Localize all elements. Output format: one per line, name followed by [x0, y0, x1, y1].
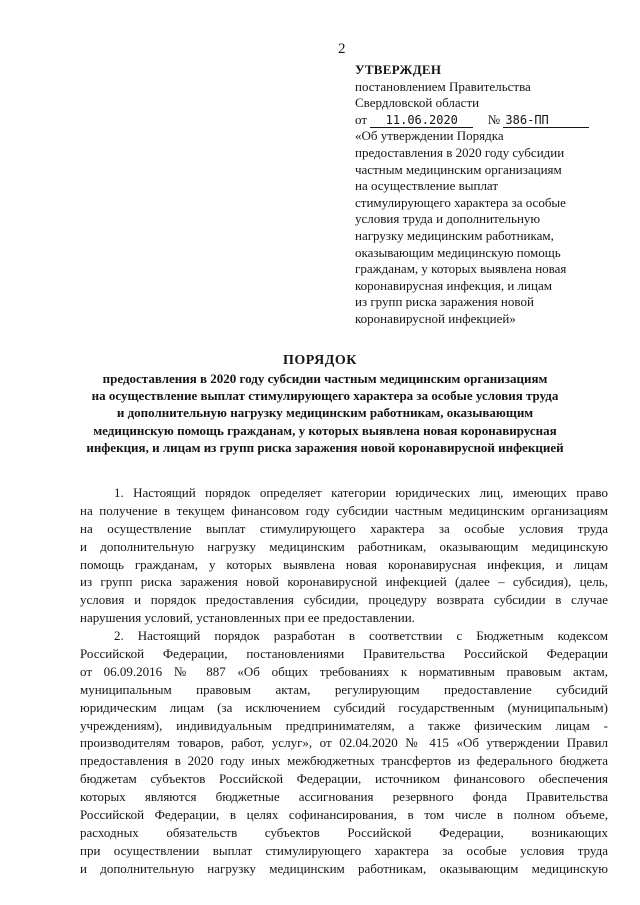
- paragraph-1-line: условия и порядок предоставления субсидии, процедуру возврата субсидии в случае: [80, 592, 608, 608]
- decree-title-line: предоставления в 2020 году субсидии: [355, 144, 565, 160]
- document-subtitle: [40, 370, 610, 456]
- approval-line-2: Свердловской области: [355, 95, 480, 111]
- paragraph-2-line: и дополнительную нагрузку медицинским работникам, оказывающим медицинскую: [80, 860, 608, 876]
- approval-number: 386-ПП: [503, 114, 589, 128]
- document-body: [80, 484, 608, 878]
- subtitle-line: и дополнительную нагрузку медицинским работникам, оказывающим: [116, 405, 534, 421]
- page-number: 2: [338, 41, 346, 57]
- decree-title-line: гражданам, у которых выявлена новая: [355, 261, 567, 277]
- subtitle-line: медицинскую помощь гражданам, у которых выявлена новая коронавирусная: [93, 422, 557, 438]
- decree-title-line: коронавирусной инфекцией»: [355, 310, 516, 326]
- subtitle-line: предоставления в 2020 году субсидии частным медицинским организациям: [102, 371, 548, 386]
- subtitle-line: на осуществление выплат стимулирующего характера за особые условия труда: [91, 388, 559, 404]
- paragraph-1-line: и дополнительную нагрузку медицинским работникам, оказывающим медицинскую: [80, 538, 608, 554]
- decree-title-line: из групп риска заражения новой: [355, 294, 534, 310]
- paragraph-2-line: предоставления в 2020 году иных межбюджетных трансфертов из федерального бюджета: [80, 753, 608, 769]
- decree-title-line: на осуществление выплат: [355, 178, 499, 194]
- paragraph-1-line: на осуществление выплат стимулирующего характера за особые условия труда: [80, 520, 608, 536]
- approval-date-line: [355, 112, 605, 129]
- decree-title-line: условия труда и дополнительную: [355, 211, 541, 227]
- decree-title-line: коронавирусная инфекция, и лицам: [355, 277, 552, 293]
- approval-date: 11.06.2020: [370, 114, 473, 128]
- paragraph-2-line: муниципальным правовым актам, регулирующим предоставление субсидий: [80, 681, 608, 697]
- paragraph-2-line: при осуществлении выплат стимулирующего характера за особые условия труда: [80, 842, 608, 858]
- subtitle-line: инфекция, и лицам из групп риска заражения новой коронавирусной инфекцией: [86, 439, 564, 455]
- paragraph-2-line: 2. Настоящий порядок разработан в соответствии с Бюджетным кодексом: [114, 628, 608, 644]
- paragraph-2-line: расходных обязательств субъектов Российской Федерации, возникающих: [80, 824, 608, 840]
- paragraph-2-line: которых являются бюджетные ассигнования резервного фонда Правительства: [80, 789, 608, 805]
- paragraph-2-line: Российской Федерации, постановлениями Правительства Российской Федерации: [80, 646, 608, 662]
- approval-date-prefix: от: [355, 111, 368, 127]
- paragraph-2-line: юридическим лицам (за исключением субсидий государственным (муниципальным): [80, 699, 608, 715]
- approval-stamp: [355, 62, 605, 328]
- decree-title-line: стимулирующего характера за особые: [355, 194, 566, 210]
- paragraph-1-line: помощь гражданам, у которых выявлена новая коронавирусная инфекция, и лицам: [80, 556, 608, 572]
- document-title: ПОРЯДОК: [283, 353, 357, 368]
- approval-line-1: постановлением Правительства: [355, 78, 531, 94]
- paragraph-1-line: нарушения условий, установленных при ее предоставлении.: [80, 610, 415, 626]
- decree-title-line: нагрузку медицинским работникам,: [355, 227, 554, 243]
- paragraph-2-line: учреждениям), индивидуальным предпринимателям, а также физическим лицам -: [80, 717, 608, 733]
- paragraph-1-line: из групп риска заражения новой коронавирусной инфекцией (далее – субсидия), цель,: [80, 574, 608, 590]
- approval-number-sign: №: [487, 111, 501, 127]
- paragraph-1-line: 1. Настоящий порядок определяет категории юридических лиц, имеющих право: [114, 485, 608, 500]
- decree-title-line: «Об утверждении Порядка: [355, 128, 504, 144]
- paragraph-2-line: производителям товаров, работ, услуг», от 02.04.2020 № 415 «Об утверждении Правил: [80, 735, 608, 751]
- decree-title-line: оказывающим медицинскую помощь: [355, 244, 561, 260]
- paragraph-2-line: Российской Федерации, в целях софинансирования, в том числе в полном объеме,: [80, 807, 608, 823]
- approval-title: УТВЕРЖДЕН: [355, 62, 442, 77]
- paragraph-2-line: от 06.09.2016 № 887 «Об общих требованиях к нормативным правовым актам,: [80, 663, 608, 679]
- paragraph-2-line: бюджетам субъектов Российской Федерации, источником финансового обеспечения: [80, 771, 608, 787]
- decree-title-line: частным медицинским организациям: [355, 161, 562, 177]
- paragraph-1-line: на получение в текущем финансовом году субсидии частным медицинским организациям: [80, 502, 608, 518]
